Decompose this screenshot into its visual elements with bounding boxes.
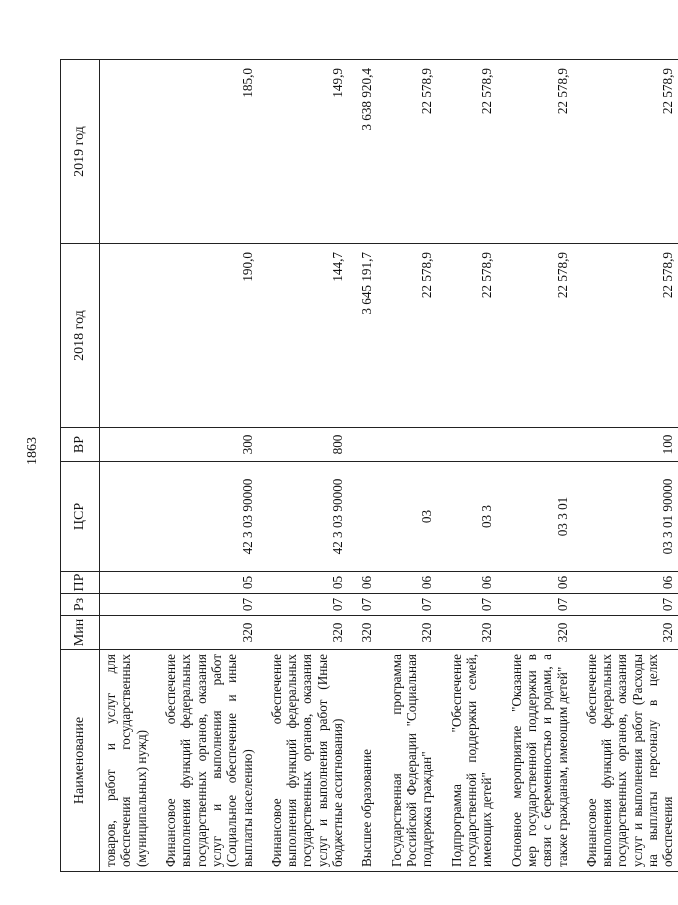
cell-name: Подпрограмма "Обеспечение государственной поддержки семей, имеющих детей" (437, 650, 497, 872)
cell-rz: 07 (572, 594, 678, 616)
cell-csr (347, 462, 376, 572)
cell-min: 320 (257, 616, 348, 650)
cell-2018: 22 578,9 (437, 244, 497, 428)
cell-min: 320 (572, 616, 678, 650)
cell-csr: 42 3 03 90000 (151, 462, 257, 572)
cell-2018 (100, 244, 151, 428)
header-vr: ВР (61, 428, 100, 462)
cell-min: 320 (437, 616, 497, 650)
cell-vr: 300 (151, 428, 257, 462)
cell-vr (347, 428, 376, 462)
cell-name: Финансовое обеспечение выполнения функций федеральных государственных органов, оказания услуг и выполнения работ (Социальное обеспечение и иные выплаты населению) (151, 650, 257, 872)
cell-vr (497, 428, 572, 462)
table-row (347, 60, 376, 872)
cell-rz: 07 (497, 594, 572, 616)
cell-2018: 22 578,9 (377, 244, 437, 428)
header-name: Наименование (61, 650, 100, 872)
cell-vr (377, 428, 437, 462)
table-row (572, 60, 678, 872)
cell-2019 (100, 60, 151, 244)
cell-rz (100, 594, 151, 616)
cell-2019: 149,9 (257, 60, 348, 244)
cell-csr: 03 3 01 90000 (572, 462, 678, 572)
cell-2018: 22 578,9 (572, 244, 678, 428)
cell-name: товаров, работ и услуг для обеспечения государственных (муниципальных) нужд) (100, 650, 151, 872)
cell-pr: 06 (437, 572, 497, 594)
cell-csr: 42 3 03 90000 (257, 462, 348, 572)
header-2018: 2018 год (61, 244, 100, 428)
table-row (497, 60, 572, 872)
cell-min: 320 (377, 616, 437, 650)
cell-2019: 22 578,9 (497, 60, 572, 244)
table-row (151, 60, 257, 872)
cell-vr (100, 428, 151, 462)
cell-rz: 07 (377, 594, 437, 616)
cell-2018: 144,7 (257, 244, 348, 428)
cell-2019: 22 578,9 (572, 60, 678, 244)
cell-2018: 22 578,9 (497, 244, 572, 428)
table-row (257, 60, 348, 872)
cell-2018: 3 645 191,7 (347, 244, 376, 428)
cell-rz: 07 (257, 594, 348, 616)
cell-csr: 03 (377, 462, 437, 572)
budget-table-container (60, 60, 676, 872)
table-row (437, 60, 497, 872)
cell-2019: 22 578,9 (377, 60, 437, 244)
cell-name: Основное мероприятие "Оказание мер государственной поддержки в связи с беременностью и родами, а также гражданам, имеющим детей" (497, 650, 572, 872)
cell-min: 320 (347, 616, 376, 650)
cell-pr: 05 (151, 572, 257, 594)
cell-2019: 185,0 (151, 60, 257, 244)
cell-csr (100, 462, 151, 572)
budget-table (60, 59, 678, 872)
table-body (100, 60, 678, 872)
cell-pr: 06 (497, 572, 572, 594)
cell-name: Финансовое обеспечение выполнения функций федеральных государственных органов, оказания услуг и выполнения работ (Иные бюджетные ассигнования) (257, 650, 348, 872)
cell-pr: 05 (257, 572, 348, 594)
cell-min: 320 (151, 616, 257, 650)
rotated-page-area (60, 60, 676, 872)
cell-rz: 07 (437, 594, 497, 616)
cell-vr: 100 (572, 428, 678, 462)
cell-name: Высшее образование (347, 650, 376, 872)
cell-pr: 06 (572, 572, 678, 594)
cell-min (100, 616, 151, 650)
cell-csr: 03 3 (437, 462, 497, 572)
header-2019: 2019 год (61, 60, 100, 244)
cell-vr: 800 (257, 428, 348, 462)
cell-2019: 3 638 920,4 (347, 60, 376, 244)
table-row (377, 60, 437, 872)
cell-name: Финансовое обеспечение выполнения функций федеральных государственных органов, оказания услуг и выполнения работ (Расходы на выплаты персоналу в целях обеспечения (572, 650, 678, 872)
cell-pr: 06 (347, 572, 376, 594)
cell-rz: 07 (347, 594, 376, 616)
header-pr: ПР (61, 572, 100, 594)
cell-pr: 06 (377, 572, 437, 594)
cell-2018: 190,0 (151, 244, 257, 428)
cell-2019: 22 578,9 (437, 60, 497, 244)
cell-vr (437, 428, 497, 462)
table-row (100, 60, 151, 872)
header-csr: ЦСР (61, 462, 100, 572)
table-header-row (61, 60, 100, 872)
cell-pr (100, 572, 151, 594)
page-number-text: 1863 (25, 437, 40, 465)
header-min: Мин (61, 616, 100, 650)
cell-rz: 07 (151, 594, 257, 616)
cell-min: 320 (497, 616, 572, 650)
cell-csr: 03 3 01 (497, 462, 572, 572)
header-rz: Рз (61, 594, 100, 616)
page-number (23, 421, 43, 481)
cell-name: Государственная программа Российской Федерации "Социальная поддержка граждан" (377, 650, 437, 872)
